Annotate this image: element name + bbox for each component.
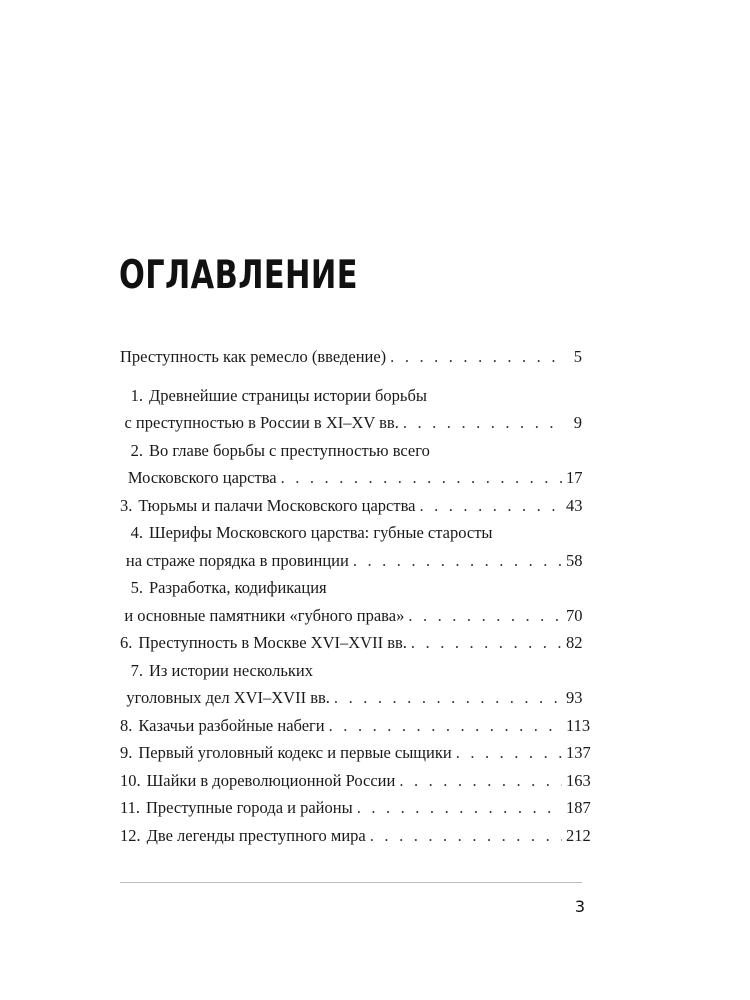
- toc-entry-number: 7.: [130, 660, 143, 680]
- toc-entry-row[interactable]: [120, 712, 591, 740]
- toc-page-number: 82: [566, 633, 583, 652]
- toc-entry-row[interactable]: [120, 574, 582, 602]
- toc-entry-number: 12.: [120, 825, 141, 845]
- toc-entry-row[interactable]: [120, 492, 582, 520]
- toc-entry-number: 6.: [120, 633, 133, 652]
- toc-entry-row[interactable]: [120, 547, 582, 575]
- toc-page-number: 137: [566, 743, 591, 762]
- dot-leader: [408, 602, 562, 630]
- toc-entry-title: Тюрьмы и палачи Московского царства: [138, 495, 416, 515]
- toc-page-number: 187: [566, 798, 591, 817]
- toc-page-number: 17: [566, 468, 583, 487]
- dot-leader: [281, 464, 562, 492]
- toc-page-number: 9: [573, 413, 582, 432]
- toc-entry-row[interactable]: [120, 684, 582, 712]
- toc-entry-title: на страже порядка в провинции: [125, 550, 349, 570]
- toc-entry-title: Шерифы Московского царства: губные старосты: [149, 523, 493, 542]
- toc-page-number: 93: [566, 688, 583, 707]
- dot-leader: [329, 712, 562, 740]
- dot-leader: [411, 629, 562, 657]
- toc-entry-title: Преступные города и районы: [146, 798, 353, 817]
- toc-entry-number: 11.: [120, 798, 141, 817]
- toc-entry-title: Шайки в дореволюционной России: [146, 770, 396, 790]
- toc-entry-row[interactable]: [120, 437, 582, 465]
- toc-page-number: 70: [566, 605, 583, 625]
- dot-leader: [357, 794, 562, 822]
- toc-entry-title: Разработка, кодификация: [149, 578, 327, 597]
- toc-entry-title: Древнейшие страницы истории борьбы: [149, 385, 427, 405]
- toc-page-number: 43: [566, 495, 583, 515]
- dot-leader: [334, 684, 562, 712]
- toc-entry-number: 3.: [120, 495, 133, 515]
- toc-entry-row[interactable]: [120, 464, 582, 492]
- toc-entry-title: Из истории нескольких: [149, 660, 313, 680]
- toc-entry-number: 5.: [130, 578, 143, 597]
- dot-leader: [403, 409, 562, 437]
- toc-entry-number: 10.: [120, 770, 141, 790]
- toc-entry-row[interactable]: [120, 602, 582, 630]
- page-title: ОГЛАВЛЕНИЕ: [119, 253, 358, 298]
- toc-entry-title: с преступностью в России в XI–XV вв.: [124, 413, 399, 432]
- toc-intro-title: Преступность как ремесло (введение): [120, 347, 387, 366]
- toc-entry-title: Московского царства: [127, 468, 277, 487]
- toc-page-number: 5: [573, 347, 582, 366]
- toc-entry-row[interactable]: [120, 739, 591, 767]
- toc-entry-number: 1.: [130, 385, 143, 405]
- dot-leader: [353, 547, 562, 575]
- toc-entry-row[interactable]: [120, 519, 582, 547]
- toc-entry-title: и основные памятники «губного права»: [124, 605, 405, 625]
- toc-page-number: 163: [566, 770, 591, 790]
- dot-leader: [456, 739, 562, 767]
- toc-entries: [120, 382, 591, 850]
- toc-entry-row[interactable]: [120, 382, 582, 410]
- footer-rule: [120, 882, 582, 883]
- toc-entry-row[interactable]: [120, 629, 582, 657]
- toc-entry-number: 4.: [130, 523, 143, 542]
- toc-entry-title: Первый уголовный кодекс и первые сыщики: [138, 743, 452, 762]
- toc-entry-row[interactable]: [120, 794, 591, 822]
- toc-entry-number: 9.: [120, 743, 133, 762]
- toc-entry-title: Казачьи разбойные набеги: [138, 715, 325, 735]
- toc-entry-row[interactable]: [120, 767, 591, 795]
- dot-leader: [419, 492, 562, 520]
- table-of-contents: [120, 343, 591, 849]
- dot-leader: [399, 767, 562, 795]
- toc-page-number: 113: [566, 715, 591, 735]
- dot-leader: [370, 822, 562, 850]
- toc-entry-title: Преступность в Москве XVI–XVII вв.: [138, 633, 407, 652]
- toc-page-number: 58: [566, 550, 583, 570]
- page-number: 3: [574, 897, 585, 916]
- toc-entry-row[interactable]: [120, 822, 591, 850]
- toc-page-number: 212: [566, 825, 591, 845]
- toc-entry-title: уголовных дел XVI–XVII вв.: [126, 688, 330, 707]
- toc-entry-number: 8.: [120, 715, 133, 735]
- dot-leader: [390, 343, 562, 371]
- toc-entry-title: Во главе борьбы с преступностью всего: [149, 440, 430, 460]
- toc-entry-row[interactable]: [120, 409, 582, 437]
- toc-entry-title: Две легенды преступного мира: [146, 825, 366, 845]
- toc-entry-number: 2.: [130, 440, 143, 460]
- toc-intro-row[interactable]: [120, 343, 582, 371]
- toc-entry-row[interactable]: [120, 657, 582, 685]
